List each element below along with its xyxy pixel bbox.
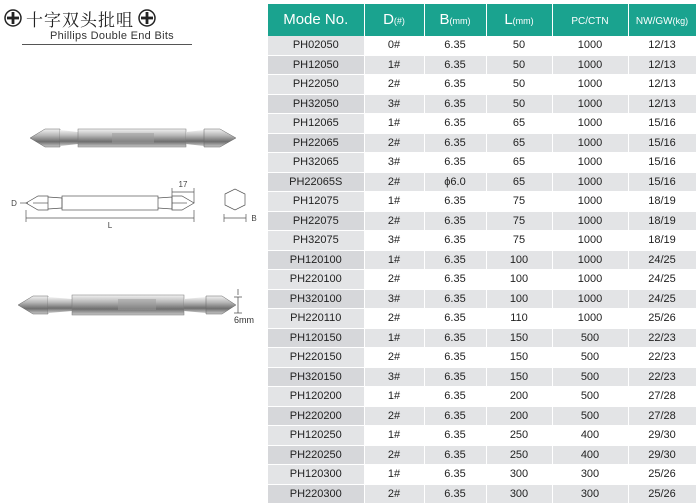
cell-l: 200 <box>486 406 552 426</box>
cell-mode-no: PH32065 <box>268 153 364 173</box>
cell-l: 250 <box>486 426 552 446</box>
cell-l: 65 <box>486 153 552 173</box>
title-english: Phillips Double End Bits <box>50 30 174 42</box>
cell-b: 6.35 <box>424 270 486 290</box>
cell-nw-gw: 27/28 <box>628 387 696 407</box>
cell-b: 6.35 <box>424 153 486 173</box>
cell-nw-gw: 24/25 <box>628 250 696 270</box>
table-row <box>268 192 696 212</box>
cell-mode-no: PH02050 <box>268 36 364 55</box>
cell-d: 1# <box>364 387 424 407</box>
cell-nw-gw: 15/16 <box>628 133 696 153</box>
cell-d: 2# <box>364 75 424 95</box>
cell-l: 75 <box>486 211 552 231</box>
cell-b: 6.35 <box>424 309 486 329</box>
cell-mode-no: PH220200 <box>268 406 364 426</box>
cell-b: 6.35 <box>424 231 486 251</box>
cell-mode-no: PH22065S <box>268 172 364 192</box>
cell-nw-gw: 18/19 <box>628 231 696 251</box>
cell-nw-gw: 18/19 <box>628 211 696 231</box>
cell-l: 50 <box>486 36 552 55</box>
cell-mode-no: PH120100 <box>268 250 364 270</box>
cell-mode-no: PH32050 <box>268 94 364 114</box>
cell-b: 6.35 <box>424 367 486 387</box>
cell-nw-gw: 24/25 <box>628 289 696 309</box>
cell-mode-no: PH220250 <box>268 445 364 465</box>
cell-l: 75 <box>486 231 552 251</box>
cell-mode-no: PH320150 <box>268 367 364 387</box>
cell-pc-ctn: 500 <box>552 367 628 387</box>
table-row <box>268 270 696 290</box>
cell-pc-ctn: 300 <box>552 484 628 504</box>
cell-b: 6.35 <box>424 406 486 426</box>
cell-l: 65 <box>486 114 552 134</box>
cell-l: 50 <box>486 75 552 95</box>
cell-nw-gw: 25/26 <box>628 465 696 485</box>
bit-dimension-drawing <box>0 178 265 238</box>
cell-nw-gw: 15/16 <box>628 114 696 134</box>
cell-pc-ctn: 1000 <box>552 55 628 75</box>
table-row <box>268 153 696 173</box>
cell-b: 6.35 <box>424 484 486 504</box>
cell-nw-gw: 29/30 <box>628 426 696 446</box>
cell-pc-ctn: 1000 <box>552 289 628 309</box>
cell-d: 1# <box>364 114 424 134</box>
cell-mode-no: PH22075 <box>268 211 364 231</box>
cell-nw-gw: 12/13 <box>628 75 696 95</box>
cell-nw-gw: 15/16 <box>628 172 696 192</box>
cell-d: 0# <box>364 36 424 55</box>
table-row <box>268 328 696 348</box>
cell-l: 100 <box>486 270 552 290</box>
cell-l: 100 <box>486 250 552 270</box>
cell-b: 6.35 <box>424 211 486 231</box>
table-row <box>268 484 696 504</box>
cell-nw-gw: 24/25 <box>628 270 696 290</box>
cell-nw-gw: 25/26 <box>628 484 696 504</box>
table-row <box>268 94 696 114</box>
header-label: B <box>439 11 450 28</box>
cell-mode-no: PH12065 <box>268 114 364 134</box>
col-header-b <box>424 4 486 36</box>
cell-mode-no: PH22050 <box>268 75 364 95</box>
cell-nw-gw: 22/23 <box>628 367 696 387</box>
cell-mode-no: PH220300 <box>268 484 364 504</box>
header-label: Mode No. <box>283 11 349 28</box>
cell-l: 50 <box>486 55 552 75</box>
cell-pc-ctn: 1000 <box>552 114 628 134</box>
header-label: D <box>383 11 394 28</box>
cell-d: 2# <box>364 445 424 465</box>
spec-table-header-row <box>268 4 696 36</box>
cell-mode-no: PH32075 <box>268 231 364 251</box>
cell-d: 3# <box>364 289 424 309</box>
table-row <box>268 75 696 95</box>
cell-b: 6.35 <box>424 94 486 114</box>
cell-nw-gw: 22/23 <box>628 328 696 348</box>
cell-pc-ctn: 500 <box>552 328 628 348</box>
table-row <box>268 406 696 426</box>
cell-d: 2# <box>364 484 424 504</box>
cell-mode-no: PH120300 <box>268 465 364 485</box>
table-row <box>268 114 696 134</box>
cell-d: 2# <box>364 270 424 290</box>
cell-pc-ctn: 1000 <box>552 231 628 251</box>
col-header-d <box>364 4 424 36</box>
cell-d: 1# <box>364 426 424 446</box>
header-label: NW/GW <box>635 16 673 27</box>
cell-d: 3# <box>364 153 424 173</box>
col-header-pc-ctn <box>552 4 628 36</box>
cell-d: 2# <box>364 348 424 368</box>
cell-b: 6.35 <box>424 328 486 348</box>
cell-l: 110 <box>486 309 552 329</box>
col-header-mode-no <box>268 4 364 36</box>
cell-b: 6.35 <box>424 445 486 465</box>
title-row <box>4 6 156 30</box>
dim-l-label: L <box>107 221 113 230</box>
cell-b: 6.35 <box>424 55 486 75</box>
cell-mode-no: PH220100 <box>268 270 364 290</box>
col-header-l <box>486 4 552 36</box>
header-label: L <box>504 11 513 28</box>
col-header-nw-gw <box>628 4 696 36</box>
table-row <box>268 387 696 407</box>
table-row <box>268 426 696 446</box>
cell-b: 6.35 <box>424 250 486 270</box>
cell-b: ϕ6.0 <box>424 172 486 192</box>
cell-l: 150 <box>486 348 552 368</box>
cell-b: 6.35 <box>424 114 486 134</box>
spec-table-body <box>268 36 696 504</box>
header-unit: (kg) <box>672 16 689 26</box>
cell-pc-ctn: 1000 <box>552 153 628 173</box>
cell-l: 50 <box>486 94 552 114</box>
cell-nw-gw: 29/30 <box>628 445 696 465</box>
header-unit: (#) <box>393 16 405 26</box>
cell-mode-no: PH120150 <box>268 328 364 348</box>
cell-pc-ctn: 400 <box>552 445 628 465</box>
cell-d: 2# <box>364 172 424 192</box>
header-label: PC/CTN <box>571 16 609 27</box>
cell-d: 1# <box>364 192 424 212</box>
cell-mode-no: PH12050 <box>268 55 364 75</box>
header-unit: (mm) <box>512 16 534 26</box>
dim-6mm-label: 6mm <box>234 315 254 325</box>
table-row <box>268 55 696 75</box>
cell-b: 6.35 <box>424 426 486 446</box>
cell-d: 3# <box>364 231 424 251</box>
title-divider <box>22 44 192 45</box>
cell-l: 75 <box>486 192 552 212</box>
cell-d: 2# <box>364 309 424 329</box>
table-row <box>268 36 696 55</box>
cell-nw-gw: 15/16 <box>628 153 696 173</box>
cell-d: 1# <box>364 250 424 270</box>
cell-pc-ctn: 1000 <box>552 211 628 231</box>
cell-d: 2# <box>364 211 424 231</box>
cell-d: 1# <box>364 55 424 75</box>
cell-d: 3# <box>364 94 424 114</box>
cell-b: 6.35 <box>424 289 486 309</box>
dim-d-label: D <box>11 199 17 208</box>
cell-l: 65 <box>486 133 552 153</box>
table-row <box>268 172 696 192</box>
header-unit: (mm) <box>449 16 471 26</box>
cell-d: 2# <box>364 406 424 426</box>
spec-table <box>268 4 697 504</box>
cell-l: 100 <box>486 289 552 309</box>
cell-b: 6.35 <box>424 348 486 368</box>
cell-b: 6.35 <box>424 387 486 407</box>
cell-mode-no: PH120250 <box>268 426 364 446</box>
cell-mode-no: PH120200 <box>268 387 364 407</box>
table-row <box>268 250 696 270</box>
cell-nw-gw: 12/13 <box>628 55 696 75</box>
cell-l: 65 <box>486 172 552 192</box>
cell-b: 6.35 <box>424 133 486 153</box>
bit-photo-bottom <box>0 285 265 325</box>
cell-l: 250 <box>486 445 552 465</box>
cell-b: 6.35 <box>424 192 486 212</box>
cell-l: 150 <box>486 367 552 387</box>
cell-pc-ctn: 300 <box>552 465 628 485</box>
cell-nw-gw: 25/26 <box>628 309 696 329</box>
title-chinese: 十字双头批咀 <box>26 10 134 31</box>
cell-nw-gw: 18/19 <box>628 192 696 212</box>
cell-pc-ctn: 1000 <box>552 94 628 114</box>
bit-photo-top <box>0 120 265 156</box>
cell-mode-no: PH12075 <box>268 192 364 212</box>
phillips-cross-icon <box>138 9 156 27</box>
cell-pc-ctn: 500 <box>552 348 628 368</box>
table-row <box>268 445 696 465</box>
cell-pc-ctn: 1000 <box>552 250 628 270</box>
cell-l: 150 <box>486 328 552 348</box>
cell-b: 6.35 <box>424 75 486 95</box>
cell-pc-ctn: 500 <box>552 387 628 407</box>
table-row <box>268 367 696 387</box>
cell-nw-gw: 27/28 <box>628 406 696 426</box>
cell-pc-ctn: 1000 <box>552 192 628 212</box>
cell-b: 6.35 <box>424 465 486 485</box>
cell-mode-no: PH320100 <box>268 289 364 309</box>
cell-d: 2# <box>364 133 424 153</box>
cell-pc-ctn: 400 <box>552 426 628 446</box>
cell-pc-ctn: 1000 <box>552 172 628 192</box>
table-row <box>268 348 696 368</box>
cell-nw-gw: 12/13 <box>628 94 696 114</box>
cell-l: 300 <box>486 484 552 504</box>
table-row <box>268 309 696 329</box>
cell-pc-ctn: 1000 <box>552 36 628 55</box>
cell-mode-no: PH22065 <box>268 133 364 153</box>
cell-nw-gw: 12/13 <box>628 36 696 55</box>
cell-d: 1# <box>364 328 424 348</box>
dim-b-label: B <box>251 214 257 223</box>
table-row <box>268 289 696 309</box>
cell-pc-ctn: 1000 <box>552 133 628 153</box>
cell-l: 300 <box>486 465 552 485</box>
cell-d: 3# <box>364 367 424 387</box>
cell-d: 1# <box>364 465 424 485</box>
cell-pc-ctn: 1000 <box>552 75 628 95</box>
cell-nw-gw: 22/23 <box>628 348 696 368</box>
phillips-cross-icon <box>4 9 22 27</box>
cell-pc-ctn: 1000 <box>552 309 628 329</box>
cell-mode-no: PH220150 <box>268 348 364 368</box>
cell-pc-ctn: 500 <box>552 406 628 426</box>
table-row <box>268 211 696 231</box>
cell-b: 6.35 <box>424 36 486 55</box>
table-row <box>268 465 696 485</box>
cell-l: 200 <box>486 387 552 407</box>
cell-pc-ctn: 1000 <box>552 270 628 290</box>
table-row <box>268 133 696 153</box>
cell-mode-no: PH220110 <box>268 309 364 329</box>
table-row <box>268 231 696 251</box>
dim-17-label: 17 <box>178 180 188 189</box>
